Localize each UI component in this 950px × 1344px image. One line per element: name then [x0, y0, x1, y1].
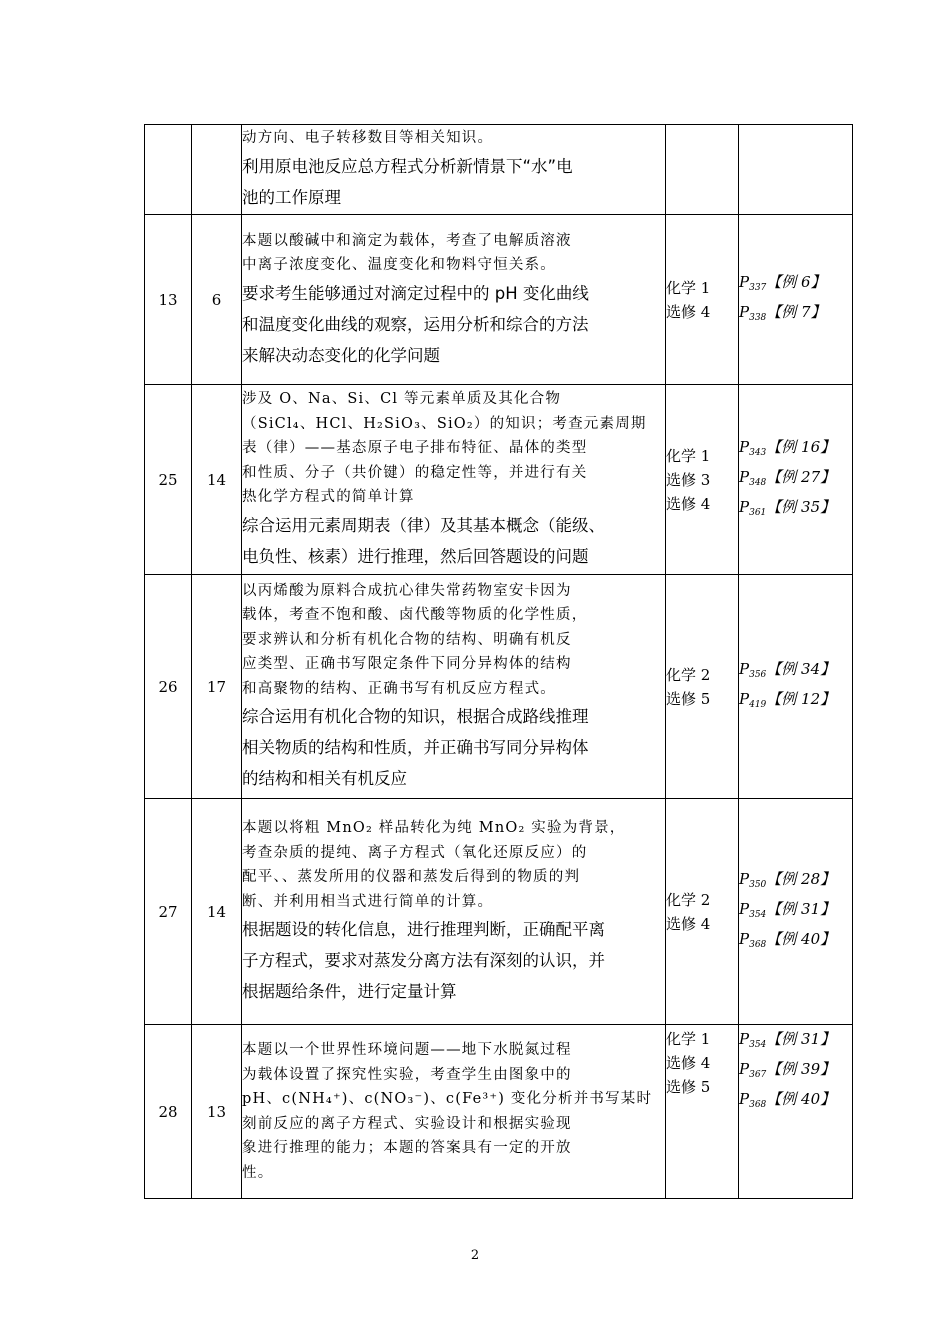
description-text-line: 断、并利用相当式进行简单的计算。 — [242, 893, 494, 910]
description-cell — [242, 799, 666, 1025]
reference-page-letter: P — [739, 659, 750, 678]
reference-example: 【例 16】 — [766, 437, 836, 456]
reference-item — [739, 867, 852, 897]
reference-page-number: 354 — [749, 909, 767, 920]
reference-page-number: 419 — [749, 699, 767, 710]
table-row — [145, 1025, 853, 1199]
reference-item — [739, 1087, 852, 1117]
exam-analysis-table — [144, 124, 853, 1199]
reference-page-letter: P — [739, 302, 750, 321]
ability-text-line: 电负性、核素）进行推理，然后回答题设的问题 — [242, 546, 589, 566]
table-row — [145, 215, 853, 385]
description-text-line: 刻前反应的离子方程式、实验设计和根据实验现 — [242, 1115, 572, 1132]
reference-item — [739, 657, 852, 687]
reference-example: 【例 12】 — [766, 689, 836, 708]
ability-text-line: 池的工作原理 — [242, 187, 341, 207]
textbook-label: 选修 4 — [666, 1054, 711, 1072]
description-text-line: pH、c(NH₄⁺)、c(NO₃⁻)、c(Fe³⁺) 变化分析并书写某时 — [242, 1091, 653, 1107]
reference-item — [739, 300, 852, 330]
table-row — [145, 575, 853, 799]
ability-text-line: 综合运用有机化合物的知识，根据合成路线推理 — [242, 707, 589, 727]
description-text-line: 考查杂质的提纯、离子方程式（氧化还原反应）的 — [242, 844, 588, 861]
reference-example: 【例 31】 — [766, 899, 836, 918]
ability-text-line: 根据题给条件，进行定量计算 — [242, 982, 457, 1001]
description-text-line: 本题以一个世界性环境问题——地下水脱氮过程 — [242, 1042, 572, 1058]
textbook-cell — [666, 575, 739, 799]
reference-page-letter: P — [739, 929, 750, 948]
textbook-cell — [666, 1025, 739, 1199]
reference-example: 【例 31】 — [766, 1030, 836, 1048]
reference-page-number: 343 — [749, 447, 767, 458]
reference-page-number: 337 — [749, 282, 767, 293]
description-text-line: 热化学方程式的简单计算 — [242, 489, 415, 506]
question-number-cell — [145, 125, 192, 215]
reference-item — [739, 1027, 852, 1057]
description-text-line: 配平、、蒸发所用的仪器和蒸发后得到的物质的判 — [242, 869, 581, 885]
reference-item — [739, 495, 852, 525]
reference-page-letter: P — [739, 1030, 750, 1048]
reference-item — [739, 897, 852, 927]
score-cell: 14 — [192, 799, 242, 1025]
reference-page-letter: P — [739, 689, 750, 708]
ability-text-line: 根据题设的转化信息，进行推理判断，正确配平离 — [242, 920, 605, 939]
textbook-cell — [666, 125, 739, 215]
score-cell: 14 — [192, 385, 242, 575]
description-text-line: 中离子浓度变化、温度变化和物料守恒关系。 — [242, 257, 556, 273]
description-text-line: 和高聚物的结构、正确书写有机反应方程式。 — [242, 680, 556, 697]
reference-cell — [739, 575, 853, 799]
description-text-line: 象进行推理的能力；本题的答案具有一定的开放 — [242, 1140, 572, 1156]
score-cell: 6 — [192, 215, 242, 385]
ability-text-line: 子方程式，要求对蒸发分离方法有深刻的认识，并 — [242, 951, 605, 970]
description-cell — [242, 215, 666, 385]
description-text-line: 应类型、正确书写限定条件下同分异构体的结构 — [242, 656, 572, 673]
ability-text-line: 相关物质的结构和性质，并正确书写同分异构体 — [242, 738, 589, 758]
reference-example: 【例 35】 — [766, 497, 836, 516]
textbook-label: 选修 4 — [666, 494, 711, 513]
reference-example: 【例 6】 — [766, 272, 826, 291]
reference-cell — [739, 125, 853, 215]
textbook-label: 选修 5 — [666, 1078, 711, 1096]
reference-page-letter: P — [739, 1090, 750, 1108]
reference-page-number: 368 — [749, 939, 767, 950]
textbook-label: 化学 1 — [666, 1030, 711, 1048]
question-number-cell: 13 — [145, 215, 192, 385]
description-cell — [242, 125, 666, 215]
textbook-label: 化学 2 — [666, 890, 711, 909]
reference-page-letter: P — [739, 467, 750, 486]
reference-cell — [739, 215, 853, 385]
textbook-label: 选修 4 — [666, 302, 711, 321]
question-number-cell: 26 — [145, 575, 192, 799]
reference-example: 【例 39】 — [766, 1060, 836, 1078]
reference-cell — [739, 1025, 853, 1199]
description-text-line: 为载体设置了探究性实验，考查学生由图象中的 — [242, 1066, 572, 1083]
reference-item — [739, 435, 852, 465]
reference-page-number: 368 — [749, 1100, 767, 1110]
table-row — [145, 385, 853, 575]
reference-example: 【例 7】 — [766, 302, 826, 321]
reference-page-letter: P — [739, 869, 750, 888]
reference-item — [739, 687, 852, 717]
description-text-line: 和性质、分子（共价键）的稳定性等，并进行有关 — [242, 464, 588, 481]
ability-text-line: 的结构和相关有机反应 — [242, 769, 407, 789]
textbook-label: 化学 2 — [666, 665, 711, 684]
reference-item — [739, 927, 852, 957]
reference-item — [739, 465, 852, 495]
reference-page-letter: P — [739, 1060, 750, 1078]
reference-item — [739, 270, 852, 300]
reference-example: 【例 40】 — [766, 929, 836, 948]
reference-page-letter: P — [739, 899, 750, 918]
reference-example: 【例 34】 — [766, 659, 836, 678]
ability-text-line: 综合运用元素周期表（律）及其基本概念（能级、 — [242, 515, 605, 535]
description-cell — [242, 385, 666, 575]
reference-example: 【例 40】 — [766, 1090, 836, 1108]
question-number-cell: 28 — [145, 1025, 192, 1199]
description-text-line: 以丙烯酸为原料合成抗心律失常药物室安卡因为 — [242, 582, 572, 599]
question-number-cell: 27 — [145, 799, 192, 1025]
textbook-cell — [666, 215, 739, 385]
page-number: 2 — [470, 1248, 480, 1263]
score-cell: 13 — [192, 1025, 242, 1199]
reference-example: 【例 28】 — [766, 869, 836, 888]
reference-page-number: 354 — [749, 1040, 767, 1050]
reference-page-number: 338 — [749, 312, 767, 323]
question-number-cell: 25 — [145, 385, 192, 575]
reference-page-number: 348 — [749, 477, 767, 488]
description-cell — [242, 1025, 666, 1199]
description-text-line: （SiCl₄、HCl、H₂SiO₃、SiO₂）的知识；考查元素周期 — [242, 415, 647, 432]
description-cell — [242, 575, 666, 799]
ability-text-line: 和温度变化曲线的观察，运用分析和综合的方法 — [242, 314, 589, 334]
reference-page-number: 367 — [749, 1070, 767, 1080]
ability-text-line: 要求考生能够通过对滴定过程中的 pH 变化曲线 — [242, 283, 589, 303]
description-text-line: 表（律）——基态原子电子排布特征、晶体的类型 — [242, 440, 588, 457]
reference-page-number: 350 — [749, 879, 767, 890]
description-text-line: 性。 — [242, 1164, 274, 1181]
score-cell — [192, 125, 242, 215]
description-text-line: 动方向、电子转移数目等相关知识。 — [242, 130, 494, 147]
description-text-line: 要求辨认和分析有机化合物的结构、明确有机反 — [242, 631, 572, 648]
textbook-label: 化学 1 — [666, 446, 711, 465]
reference-page-number: 356 — [749, 669, 767, 680]
reference-example: 【例 27】 — [766, 467, 836, 486]
table-body — [145, 125, 853, 1199]
reference-page-letter: P — [739, 497, 750, 516]
description-text-line: 涉及 O、Na、Si、Cl 等元素单质及其化合物 — [242, 391, 562, 408]
ability-text-line: 来解决动态变化的化学问题 — [242, 345, 440, 365]
reference-page-letter: P — [739, 437, 750, 456]
textbook-label: 选修 4 — [666, 914, 711, 933]
table-row — [145, 125, 853, 215]
reference-page-number: 361 — [749, 507, 767, 518]
ability-text-line: 利用原电池反应总方程式分析新情景下“水”电 — [242, 156, 573, 176]
textbook-label: 选修 5 — [666, 689, 711, 708]
textbook-label: 选修 3 — [666, 470, 711, 489]
reference-cell — [739, 385, 853, 575]
description-text-line: 本题以将粗 MnO₂ 样品转化为纯 MnO₂ 实验为背景， — [242, 820, 626, 836]
reference-item — [739, 1057, 852, 1087]
textbook-cell — [666, 799, 739, 1025]
description-text-line: 载体，考查不饱和酸、卤代酸等物质的化学性质， — [242, 607, 588, 624]
textbook-label: 化学 1 — [666, 278, 711, 297]
textbook-cell — [666, 385, 739, 575]
reference-page-letter: P — [739, 272, 750, 291]
score-cell: 17 — [192, 575, 242, 799]
reference-cell — [739, 799, 853, 1025]
description-text-line: 本题以酸碱中和滴定为载体，考查了电解质溶液 — [242, 232, 572, 249]
table-row — [145, 799, 853, 1025]
